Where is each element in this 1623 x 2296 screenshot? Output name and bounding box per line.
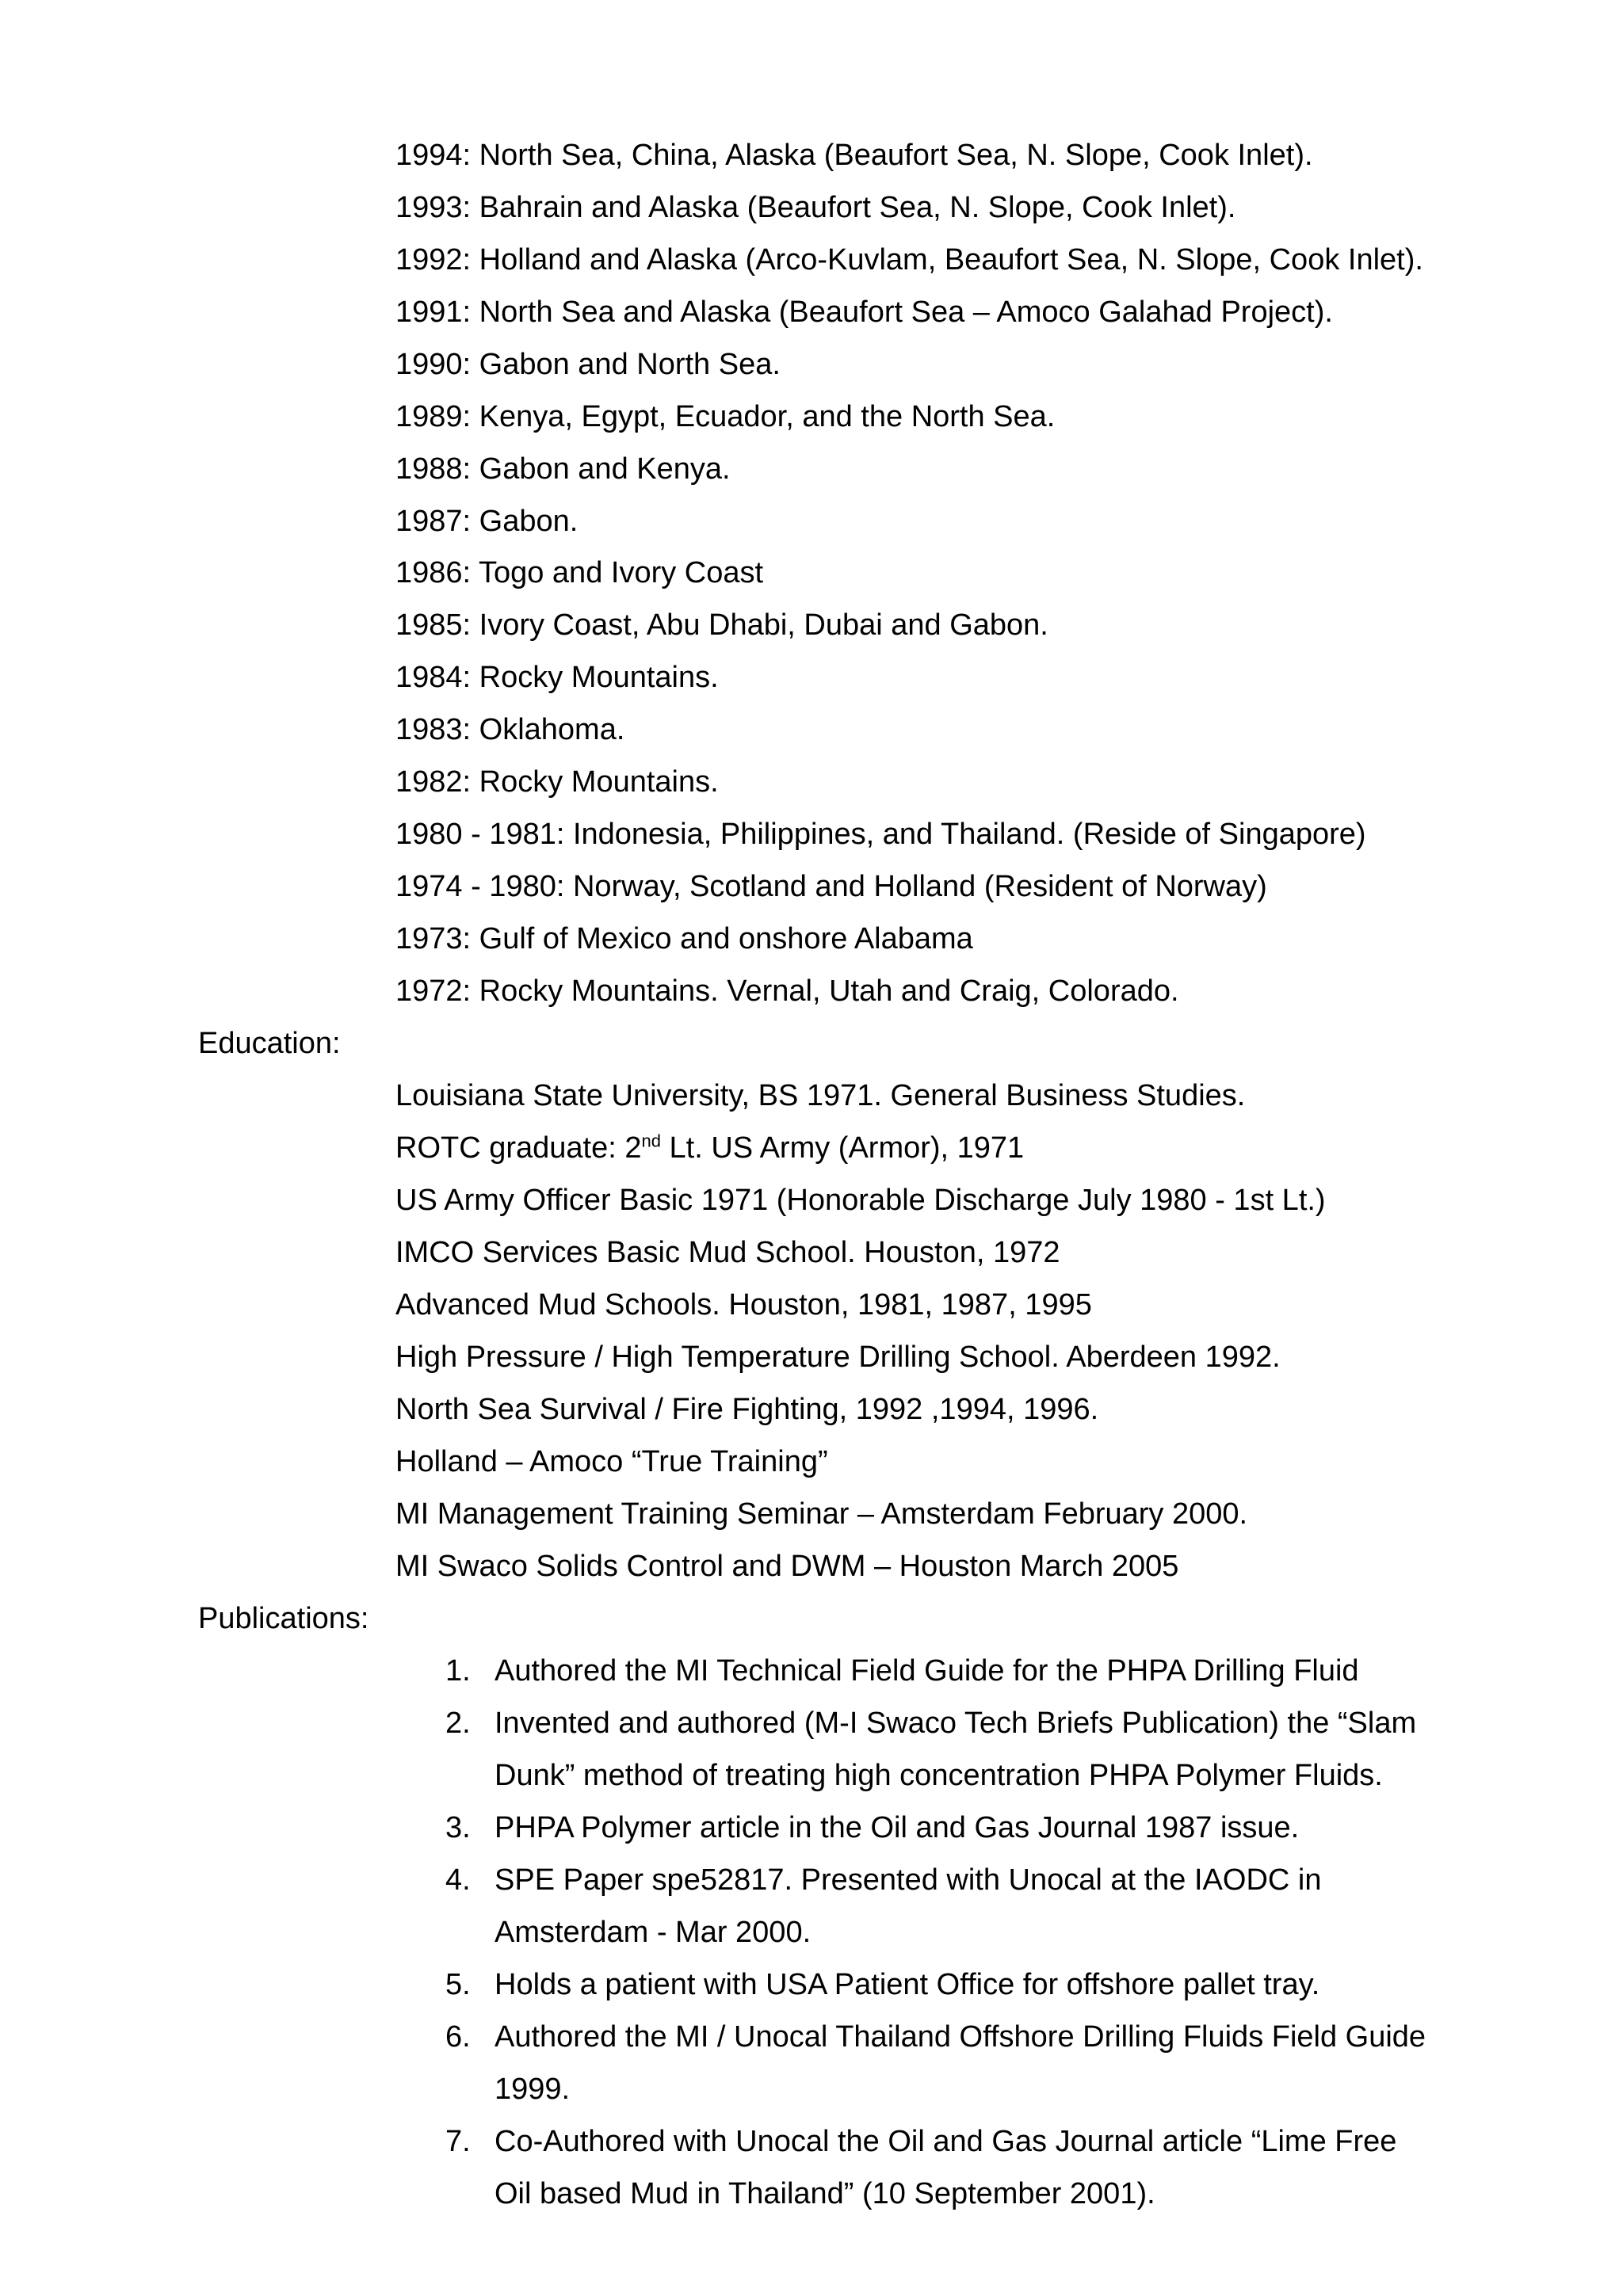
publication-number: 4.	[445, 1863, 471, 1897]
experience-1985: 1985: Ivory Coast, Abu Dhabi, Dubai and Gabon.	[395, 608, 1048, 642]
experience-1973: 1973: Gulf of Mexico and onshore Alabama	[395, 922, 973, 955]
publication-text: Authored the MI Technical Field Guide for the PHPA Drilling Fluid	[495, 1654, 1359, 1688]
publication-number: 6.	[445, 2020, 471, 2054]
experience-1993: 1993: Bahrain and Alaska (Beaufort Sea, N. Slope, Cook Inlet).	[395, 191, 1236, 224]
publication-number: 1.	[445, 1654, 471, 1688]
education-rotc-pre: ROTC graduate: 2	[395, 1131, 642, 1165]
education-item: MI Management Training Seminar – Amsterdam February 2000.	[395, 1497, 1248, 1531]
publications-heading: Publications:	[198, 1602, 369, 1635]
publication-text: PHPA Polymer article in the Oil and Gas Journal 1987 issue.	[495, 1811, 1300, 1844]
education-item-rotc	[395, 1130, 1024, 1166]
experience-1990: 1990: Gabon and North Sea.	[395, 348, 781, 381]
publication-text: SPE Paper spe52817. Presented with Unocal at the IAODC in	[495, 1863, 1322, 1897]
experience-1991: 1991: North Sea and Alaska (Beaufort Sea – Amoco Galahad Project).	[395, 296, 1333, 329]
publication-number: 5.	[445, 1968, 471, 2001]
experience-1987: 1987: Gabon.	[395, 505, 579, 538]
education-item: Louisiana State University, BS 1971. General Business Studies.	[395, 1079, 1246, 1112]
experience-1972: 1972: Rocky Mountains. Vernal, Utah and Craig, Colorado.	[395, 974, 1179, 1008]
publication-text: Co-Authored with Unocal the Oil and Gas Journal article “Lime Free	[495, 2125, 1397, 2158]
experience-1983: 1983: Oklahoma.	[395, 713, 625, 746]
publication-text: Dunk” method of treating high concentration PHPA Polymer Fluids.	[495, 1759, 1383, 1792]
education-rotc-sup: nd	[641, 1131, 661, 1151]
education-heading: Education:	[198, 1027, 341, 1060]
education-item: High Pressure / High Temperature Drilling School. Aberdeen 1992.	[395, 1341, 1281, 1374]
experience-1989: 1989: Kenya, Egypt, Ecuador, and the North Sea.	[395, 400, 1056, 433]
publication-text: 1999.	[495, 2073, 571, 2106]
education-item: IMCO Services Basic Mud School. Houston, 1972	[395, 1236, 1060, 1269]
publication-text: Oil based Mud in Thailand” (10 September 2001).	[495, 2177, 1155, 2210]
experience-1982: 1982: Rocky Mountains.	[395, 765, 719, 799]
education-item: Holland – Amoco “True Training”	[395, 1445, 828, 1478]
experience-1994: 1994: North Sea, China, Alaska (Beaufort Sea, N. Slope, Cook Inlet).	[395, 139, 1313, 172]
experience-1992: 1992: Holland and Alaska (Arco-Kuvlam, Beaufort Sea, N. Slope, Cook Inlet).	[395, 243, 1423, 277]
experience-1986: 1986: Togo and Ivory Coast	[395, 556, 764, 589]
experience-1984: 1984: Rocky Mountains.	[395, 661, 719, 694]
education-item: North Sea Survival / Fire Fighting, 1992 ,1994, 1996.	[395, 1393, 1099, 1426]
education-item: MI Swaco Solids Control and DWM – Houston March 2005	[395, 1550, 1179, 1583]
publication-text: Authored the MI / Unocal Thailand Offshore Drilling Fluids Field Guide	[495, 2020, 1426, 2054]
publication-number: 2.	[445, 1707, 471, 1740]
publication-text: Amsterdam - Mar 2000.	[495, 1916, 812, 1949]
publication-text: Invented and authored (M-I Swaco Tech Briefs Publication) the “Slam	[495, 1707, 1417, 1740]
experience-1980-1981: 1980 - 1981: Indonesia, Philippines, and Thailand. (Reside of Singapore)	[395, 818, 1366, 851]
education-rotc-post: Lt. US Army (Armor), 1971	[660, 1131, 1025, 1165]
experience-1988: 1988: Gabon and Kenya.	[395, 452, 731, 486]
publication-number: 7.	[445, 2125, 471, 2158]
publication-text: Holds a patient with USA Patient Office for offshore pallet tray.	[495, 1968, 1320, 2001]
experience-1974-1980: 1974 - 1980: Norway, Scotland and Holland (Resident of Norway)	[395, 870, 1267, 903]
publication-number: 3.	[445, 1811, 471, 1844]
education-item: US Army Officer Basic 1971 (Honorable Discharge July 1980 - 1st Lt.)	[395, 1184, 1326, 1217]
education-item: Advanced Mud Schools. Houston, 1981, 1987, 1995	[395, 1288, 1092, 1322]
